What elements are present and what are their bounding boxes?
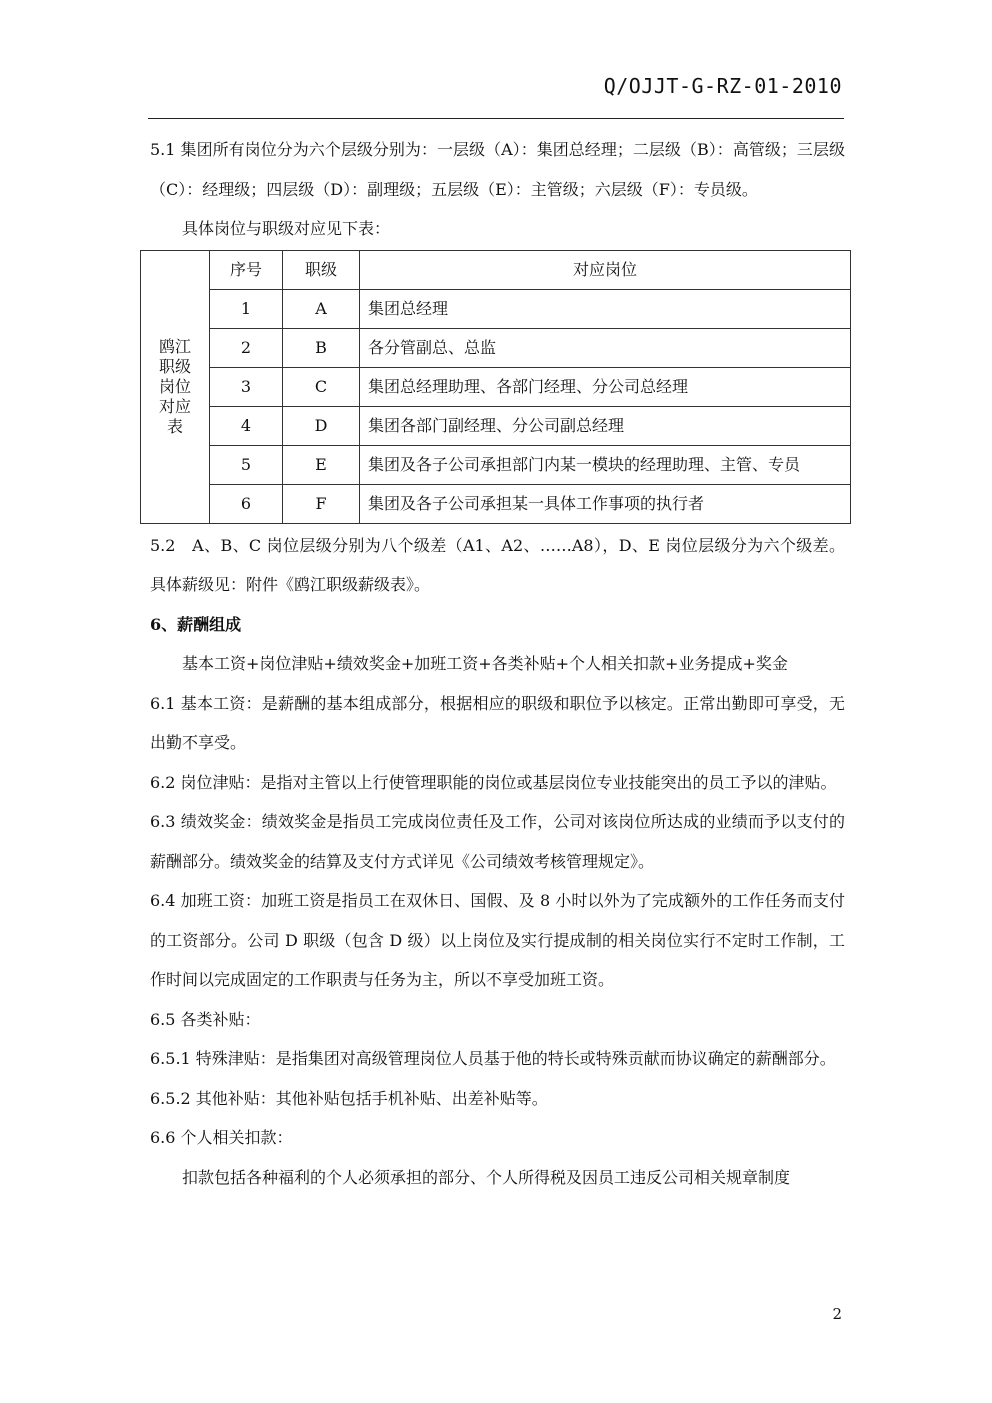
- paragraph-6-5-2: 6.5.2 其他补贴：其他补贴包括手机补贴、出差补贴等。: [150, 1088, 548, 1108]
- table-row: [141, 406, 851, 445]
- table-row: [141, 328, 851, 367]
- cell-post: 集团各部门副经理、分公司副总经理: [360, 406, 851, 445]
- table-side-label: 鸥江 职级 岗位 对应 表: [141, 250, 210, 523]
- grade-table: [140, 250, 851, 524]
- document-body: [150, 130, 845, 1197]
- cell-no: 3: [210, 367, 283, 406]
- cell-post: 集团总经理: [360, 289, 851, 328]
- cell-no: 4: [210, 406, 283, 445]
- cell-no: 2: [210, 328, 283, 367]
- paragraph-6-6: 6.6 个人相关扣款：: [150, 1128, 293, 1147]
- header-grade: 职级: [283, 250, 360, 289]
- cell-grade: D: [283, 406, 360, 445]
- paragraph-5-1: 5.1 集团所有岗位分为六个层级分别为：一层级（A）：集团总经理；二层级（B）：高管级；三层级（C）：经理级；四层级（D）：副理级；五层级（E）：主管级；六层级（F）：专员级。: [150, 140, 845, 199]
- table-header-row: [141, 250, 851, 289]
- cell-post: 集团及各子公司承担某一具体工作事项的执行者: [360, 484, 851, 523]
- paragraph-6-3: 6.3 绩效奖金：绩效奖金是指员工完成岗位责任及工作，公司对该岗位所达成的业绩而予以支付的薪酬部分。绩效奖金的结算及支付方式详见《公司绩效考核管理规定》。: [150, 812, 845, 871]
- paragraph-6-6-body: 扣款包括各种福利的个人必须承担的部分、个人所得税及因员工违反公司相关规章制度: [182, 1167, 791, 1187]
- paragraph-5-2: 5.2 A、B、C 岗位层级分别为八个级差（A1、A2、……A8），D、E 岗位层级分为六个级差。具体薪级见：附件《鸥江职级薪级表》。: [150, 535, 845, 594]
- cell-grade: E: [283, 445, 360, 484]
- cell-no: 6: [210, 484, 283, 523]
- header-rule: [148, 118, 844, 119]
- header-post: 对应岗位: [360, 250, 851, 289]
- salary-formula: 基本工资+岗位津贴+绩效奖金+加班工资+各类补贴+个人相关扣款+业务提成+奖金: [182, 654, 788, 673]
- cell-post: 各分管副总、总监: [360, 328, 851, 367]
- cell-grade: B: [283, 328, 360, 367]
- section-heading-6: 6、薪酬组成: [150, 614, 242, 634]
- paragraph-6-4: 6.4 加班工资：加班工资是指员工在双休日、国假、及 8 小时以外为了完成额外的工作任务而支付的工资部分。公司 D 职级（包含 D 级）以上岗位及实行提成制的相关岗位实行不定时工作制，工作时间以完成固定的工作职责与任务为主，所以不享受加班工资。: [150, 891, 845, 989]
- table-row: [141, 445, 851, 484]
- paragraph-6-1: 6.1 基本工资：是薪酬的基本组成部分，根据相应的职级和职位予以核定。正常出勤即可享受，无出勤不享受。: [150, 693, 845, 752]
- paragraph-6-5: 6.5 各类补贴：: [150, 1009, 261, 1029]
- cell-grade: F: [283, 484, 360, 523]
- document-code: Q/OJJT-G-RZ-01-2010: [603, 74, 842, 98]
- paragraph-6-5-1: 6.5.1 特殊津贴：是指集团对高级管理岗位人员基于他的特长或特殊贡献而协议确定的薪酬部分。: [150, 1049, 836, 1068]
- cell-grade: C: [283, 367, 360, 406]
- cell-post: 集团及各子公司承担部门内某一模块的经理助理、主管、专员: [360, 445, 851, 484]
- paragraph-6-2: 6.2 岗位津贴：是指对主管以上行使管理职能的岗位或基层岗位专业技能突出的员工予以的津贴。: [150, 772, 837, 792]
- table-row: [141, 289, 851, 328]
- cell-grade: A: [283, 289, 360, 328]
- cell-no: 1: [210, 289, 283, 328]
- table-intro: 具体岗位与职级对应见下表：: [182, 219, 391, 238]
- table-row: [141, 484, 851, 523]
- cell-post: 集团总经理助理、各部门经理、分公司总经理: [360, 367, 851, 406]
- cell-no: 5: [210, 445, 283, 484]
- table-row: [141, 367, 851, 406]
- page-number: 2: [832, 1305, 842, 1323]
- header-no: 序号: [210, 250, 283, 289]
